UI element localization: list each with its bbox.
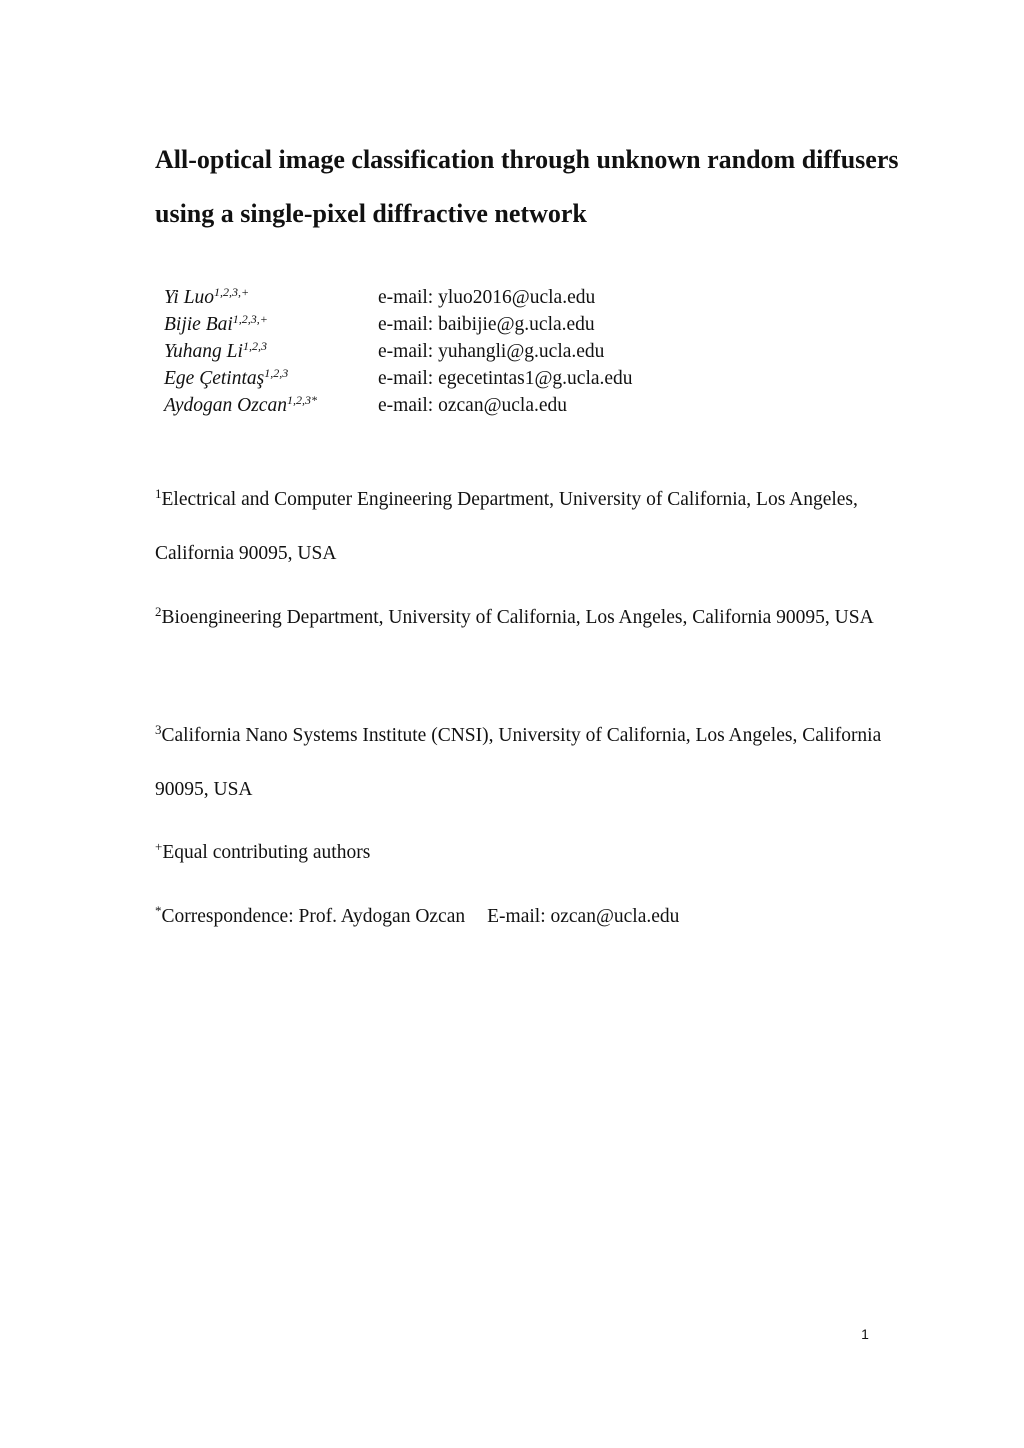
- author-row: [164, 287, 864, 314]
- affiliation-1: $^1$Electrical and Computer Engineering Department, University of California, Los Angeles, California 90095, USA: [155, 486, 858, 564]
- author-affiliation-marker: 1,2,3,+: [214, 285, 250, 299]
- author-name: Yi Luo$^{1,2,3,+}$: [164, 285, 250, 308]
- author-row: [164, 341, 864, 368]
- author-affiliation-marker: 1,2,3: [264, 366, 289, 380]
- affiliation-2: $^2$Bioengineering Department, University of California, Los Angeles, California 90095, USA: [155, 604, 874, 628]
- author-name: Aydogan Ozcan$^{1,2,3*}$: [164, 393, 317, 416]
- author-row: [164, 314, 864, 341]
- author-email: e-mail: egecetintas1@g.ucla.edu: [378, 368, 633, 389]
- author-email: e-mail: yluo2016@ucla.edu: [378, 287, 596, 308]
- paper-title: All-optical image classification through unknown random diffusers using a single-pixel diffractive network: [155, 145, 899, 228]
- equal-contribution-note: +Equal contributing authors: [155, 839, 371, 863]
- author-email: e-mail: ozcan@ucla.edu: [378, 395, 568, 416]
- author-email: e-mail: yuhangli@g.ucla.edu: [378, 341, 605, 362]
- page-number: 1: [861, 1326, 869, 1342]
- author-name: Yuhang Li$^{1,2,3}$: [164, 339, 267, 362]
- correspondence-email: E-mail: ozcan@ucla.edu: [487, 906, 680, 927]
- author-row: [164, 368, 864, 395]
- author-affiliation-marker: 1,2,3: [242, 339, 267, 353]
- author-affiliation-marker: 1,2,3,+: [232, 312, 268, 326]
- correspondence-note: *Correspondence: Prof. Aydogan Ozcan E-mail: ozcan@ucla.edu: [155, 890, 895, 944]
- author-name: Bijie Bai$^{1,2,3,+}$: [164, 312, 268, 335]
- author-name: Ege Çetintaş$^{1,2,3}$: [164, 366, 289, 389]
- author-email: e-mail: baibijie@g.ucla.edu: [378, 314, 595, 335]
- author-affiliation-marker: 1,2,3*: [286, 393, 317, 407]
- author-row: [164, 395, 864, 422]
- affiliation-3: $^3$California Nano Systems Institute (CNSI), University of California, Los Angeles, California 90095, USA: [155, 722, 882, 800]
